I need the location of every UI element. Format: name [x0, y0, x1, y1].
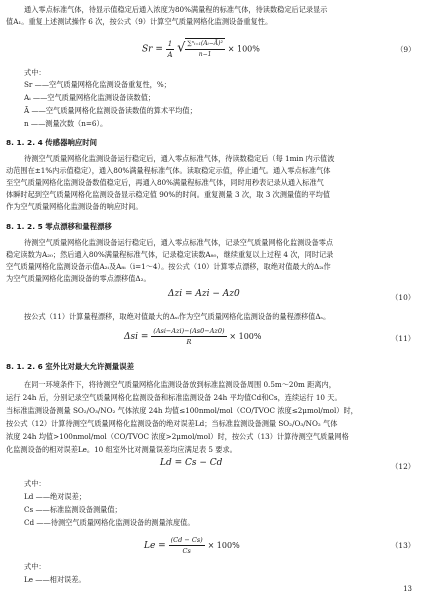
paragraph-line: 稳定读数为A₂₀；然后通入80%满量程标准气体，记录稳定读数A₈₀，继续重复以上过程 4 次，同时记录 [6, 250, 334, 259]
paragraph-line: 作为空气质量网格化监测设备的响应时间。 [6, 202, 143, 211]
eq9-lhs: Sr = [142, 44, 163, 55]
paragraph-line: 空气质量网格化监测设备示值A₂ᵢ及A₈ᵢ（i=1～4）。按公式（10）计算零点漂移，取绝对值最大的Δ₂ᵢ作 [6, 262, 331, 271]
legend-line: 式中： [24, 68, 46, 77]
section-heading: 8. 1. 2. 4 传感器响应时间 [6, 138, 98, 147]
equation-11: Δsi = $\frac{\text{(Asi−Azi)−(As0−Az0)}}{R}$ × 100% [124, 327, 262, 346]
section-heading: 8. 1. 2. 6 室外比对最大允许测量误差 [6, 362, 134, 371]
legend-line: Aᵢ ——空气质量网格化监测设备读数值； [24, 93, 156, 102]
equation-10: Δzi = Azi − Az0 [168, 289, 240, 299]
page-number: 13 [403, 585, 412, 593]
equation-number: （13） [391, 541, 416, 550]
paragraph-line: 至空气质量网格化监测设备数值稳定后，再通入80%满量程标准气体，同时用秒表记录从通入标准气 [6, 178, 324, 187]
legend-line: Cd ——待测空气质量网格化监测设备的测量浓度值。 [24, 518, 195, 527]
paragraph-line: 通入零点标准气体，待显示值稳定后通入浓度为80%满量程的标准气体，待读数稳定后记录显示 [24, 5, 328, 14]
paragraph-line: 浓度 24h 均值>100nmol/mol（CO/TVOC 浓度>2μmol/mol）时，按公式（13）计算待测空气质量网格 [6, 432, 349, 441]
equation-9: Sr = $\frac{1}{A}$ √ $\frac{\text{∑ⁿᵢ₌₁(Aᵢ−Ā)²}}{n-1}$ × 100% [142, 39, 260, 59]
paragraph-line: 按公式（12）计算待测空气质量网格化监测设备的绝对误差Ld；当标准监测设备测量 SO₂/O₃/NO₂ 气体 [6, 419, 338, 428]
legend-line: 式中： [24, 562, 46, 571]
legend-line: 式中： [24, 479, 46, 488]
paragraph-line: 体瞬时起到空气质量网格化监测设备显示稳定值 90%的时间。重复测量 3 次，取 3 次测量值的平均值 [6, 190, 331, 199]
paragraph-line: 运行 24h 后，分别记录空气质量网格化监测设备和标准监测设备 24h 平均值Cd和Cs，连续运行 10 天。 [6, 393, 342, 402]
equation-number: （12） [391, 462, 416, 471]
legend-line: n ——测量次数（n=6）。 [24, 119, 108, 128]
equation-number: （10） [391, 293, 416, 302]
legend-line: Cs ——标准监测设备测量值； [24, 505, 122, 514]
legend-line: Sr ——空气质量网格化监测设备重复性，%； [24, 80, 171, 89]
eq9-sqrt: $\frac{\text{∑ⁿᵢ₌₁(Aᵢ−Ā)²}}{n-1}$ [187, 40, 223, 58]
paragraph-line: 待测空气质量网格化监测设备运行稳定后，通入零点标准气体，记录空气质量网格化监测设备零点 [24, 238, 334, 247]
paragraph-line: 待测空气质量网格化监测设备运行稳定后，通入零点标准气体，待读数稳定后（每 1min 内示值波 [24, 154, 335, 163]
paragraph-line: 当标准监测设备测量 SO₂/O₃/NO₂ 气体浓度 24h 均值≤100nmol/mol（CO/TVOC 浓度≤2μmol/mol）时， [6, 406, 358, 415]
paragraph-line: 值A₁。重复上述测试操作 6 次，按公式（9）计算空气质量网格化监测设备重复性。 [6, 17, 273, 26]
eq13-fraction: $\frac{(Cd - Cs)}{Cs}$ [170, 536, 203, 555]
legend-line: Ld ——绝对误差； [24, 492, 86, 501]
paragraph-line: 动范围在±1%内示值稳定），通入80%满量程标准气体。读取稳定示值，停止通气。通入零点标准气体 [6, 166, 331, 175]
paragraph-line: 化监测设备的相对误差Le。10 组室外比对测量误差均应满足表 5 要求。 [6, 445, 237, 454]
paragraph-line: 为空气质量网格化监测设备的零点漂移值Δ₂。 [6, 274, 151, 283]
section-heading: 8. 1. 2. 5 零点漂移和量程漂移 [6, 222, 112, 231]
equation-13: Le = $\frac{(Cd - Cs)}{Cs}$ × 100% [144, 536, 240, 555]
equation-number: （11） [391, 334, 416, 343]
paragraph-line: 在同一环境条件下，将待测空气质量网格化监测设备放到标准监测设备周围 0.5m～20m 距离内， [24, 380, 336, 389]
eq11-fraction: $\frac{\text{(Asi−Azi)−(As0−Az0)}}{R}$ [153, 327, 225, 346]
equation-number: （9） [396, 45, 416, 54]
paragraph-line: 按公式（11）计算量程漂移，取绝对值最大的Δₛᵢ作为空气质量网格化监测设备的量程漂移值Δₛ。 [24, 312, 331, 321]
legend-line: Ā ——空气质量网格化监测设备读数值的算术平均值； [24, 106, 197, 115]
equation-12: Ld = Cs − Cd [160, 458, 223, 468]
eq9-coef: $\frac{1}{A}$ [167, 39, 173, 59]
legend-line: Le ——相对误差。 [24, 575, 86, 584]
